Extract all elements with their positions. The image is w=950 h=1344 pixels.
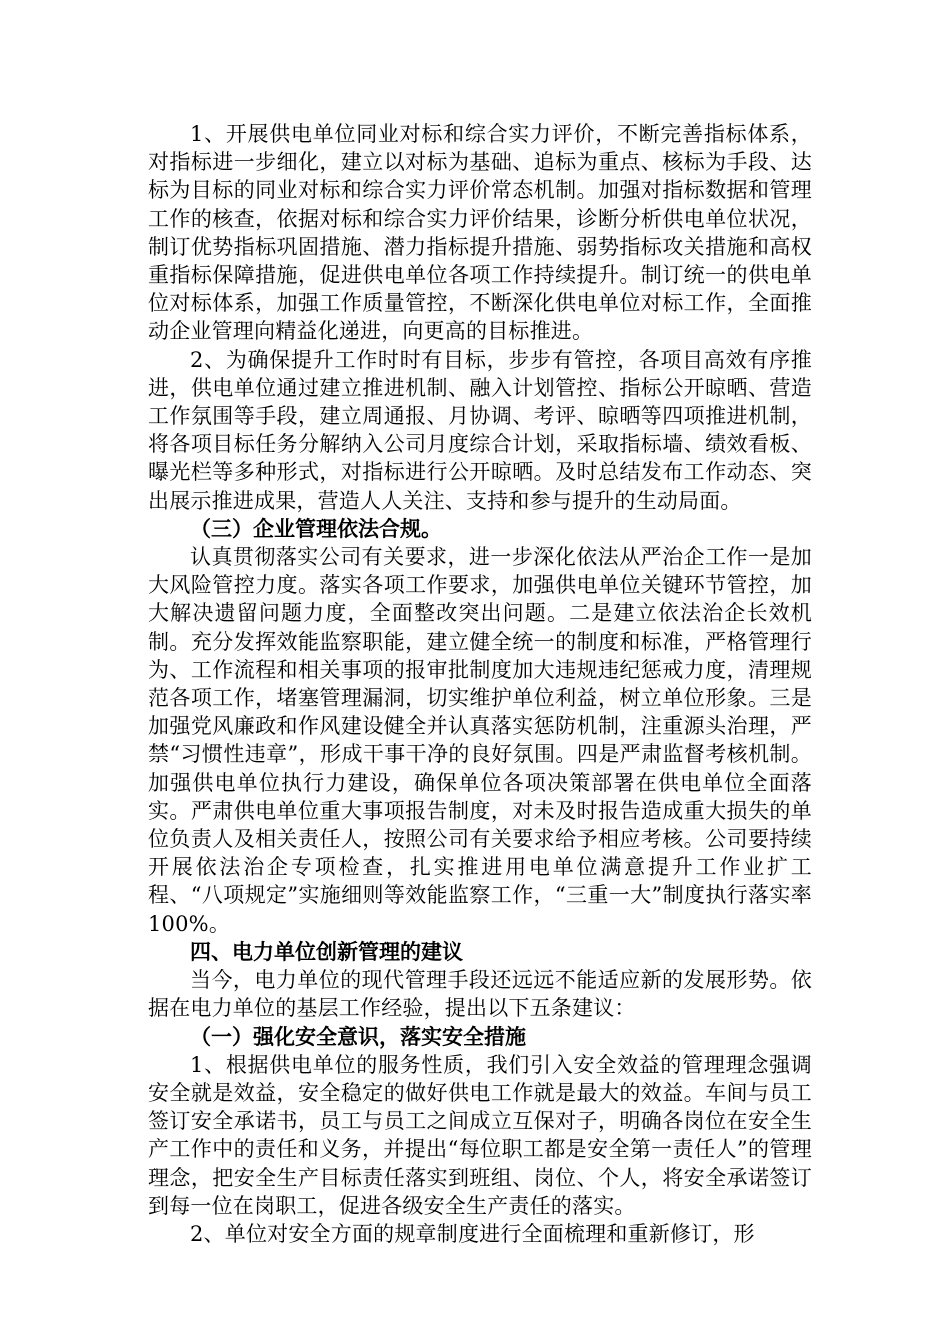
- section-heading-safety: （一）强化安全意识，落实安全措施: [190, 1023, 526, 1049]
- paragraph-suggestions-intro: 当今，电力单位的现代管理手段还远远不能适应新的发展形势。依据在电力单位的基层工作经验，提出以下五条建议：: [148, 968, 812, 1021]
- paragraph-compliance: 认真贯彻落实公司有关要求，进一步深化依法从严治企工作一是加大风险管控力度。落实各项工作要求，加强供电单位关键环节管控，加大解决遗留问题力度，全面整改突出问题。二是建立依法治企长效机制。充分发挥效能监察职能，建立健全统一的制度和标准，严格管理行为、工作流程和相关事项的报审批制度加大违规违纪惩戒力度，清理规范各项工作，堵塞管理漏洞，切实维护单位利益，树立单位形象。三是加强党风廉政和作风建设健全并认真落实惩防机制，注重源头治理，严禁“习惯性违章”，形成干事干净的良好氛围。四是严肃监督考核机制。加强供电单位执行力建设，确保单位各项决策部署在供电单位全面落实。严肃供电单位重大事项报告制度，对未及时报告造成重大损失的单位负责人及相关责任人，按照公司有关要求给予相应考核。公司要持续开展依法治企专项检查，扎实推进用电单位满意提升工作业扩工程、“八项规定”实施细则等效能监察工作，“三重一大”制度执行落实率100%。: [148, 545, 812, 936]
- paragraph-promotion-mechanism: 2、为确保提升工作时时有目标，步步有管控，各项目高效有序推进，供电单位通过建立推进机制、融入计划管控、指标公开晾晒、营造工作氛围等手段，建立周通报、月协调、考评、晾晒等四项推进机制，将各项目标任务分解纳入公司月度综合计划，采取指标墙、绩效看板、曝光栏等多种形式，对指标进行公开晾晒。及时总结发布工作动态、突出展示推进成果，营造人人关注、支持和参与提升的生动局面。: [148, 347, 812, 513]
- paragraph-benchmarking: 1、开展供电单位同业对标和综合实力评价，不断完善指标体系，对指标进一步细化，建立以对标为基础、追标为重点、核标为手段、达标为目标的同业对标和综合实力评价常态机制。加强对指标数据和管理工作的核查，依据对标和综合实力评价结果，诊断分析供电单位状况，制订优势指标巩固措施、潜力指标提升措施、弱势指标攻关措施和高权重指标保障措施，促进供电单位各项工作持续提升。制订统一的供电单位对标体系，加强工作质量管控，不断深化供电单位对标工作，全面推动企业管理向精益化递进，向更高的目标推进。: [148, 122, 812, 344]
- document-page: [148, 120, 812, 1248]
- paragraph-safety-2: 2、单位对安全方面的规章制度进行全面梳理和重新修订，形: [190, 1221, 755, 1246]
- section-heading-suggestions: 四、电力单位创新管理的建议: [190, 938, 463, 964]
- paragraph-safety-1: 1、根据供电单位的服务性质，我们引入安全效益的管理理念强调安全就是效益，安全稳定的做好供电工作就是最大的效益。车间与员工签订安全承诺书，员工与员工之间成立互保对子，明确各岗位在安全生产工作中的责任和义务，并提出“每位职工都是安全第一责任人”的管理理念，把安全生产目标责任落实到班组、岗位、个人，将安全承诺签订到每一位在岗职工，促进各级安全生产责任的落实。: [148, 1052, 812, 1218]
- section-heading-compliance: （三）企业管理依法合规。: [190, 515, 442, 541]
